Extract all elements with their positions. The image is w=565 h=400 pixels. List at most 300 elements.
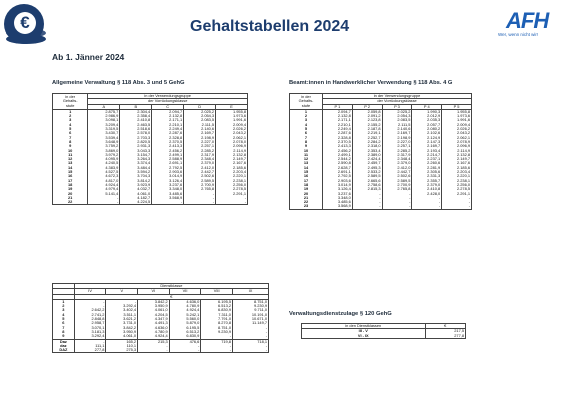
table-cell: 2.410,8	[412, 187, 442, 191]
footer-label: Daz	[53, 339, 75, 344]
table-cell: 3.759,2	[88, 144, 120, 148]
table-cell: 3.979,2	[88, 153, 120, 157]
table-cell: 2.358,4	[120, 114, 152, 118]
row-stufe: 19	[53, 187, 88, 191]
table-cell: 2.291,1	[442, 192, 472, 196]
table-cell: -	[382, 204, 412, 209]
table-cell: 3.539,4	[88, 136, 120, 140]
table-cell: 2.140,6	[184, 127, 216, 131]
table-cell: 2.413,3	[323, 144, 353, 148]
afh-logo	[498, 6, 558, 42]
header-stufe	[290, 94, 323, 110]
table-cell: 2.495,3	[352, 166, 382, 170]
table-cell: 2.412,0	[184, 166, 216, 170]
table-cell: 3.485,6	[323, 200, 353, 204]
table-cell: 2.203,4	[442, 170, 472, 174]
row-stufe: 21	[53, 196, 88, 200]
table-cell: 3.014,9	[152, 174, 184, 178]
table-cell: 2.096,9	[216, 144, 248, 148]
table-cell: 3.842,2	[106, 326, 138, 330]
allowance-table	[301, 323, 466, 339]
table-cell: 2.741,2	[74, 313, 106, 317]
footer-label: daz	[53, 344, 75, 348]
table-cell: 2.502,6	[382, 174, 412, 178]
table-cell: 2.691,1	[323, 170, 353, 174]
table-cell: 165,2	[106, 339, 138, 344]
table-cell: 4.780,9	[138, 330, 170, 334]
table-cell: -	[74, 339, 106, 344]
table-cell: 2.285,2	[184, 149, 216, 153]
table-cell: 2.220,1	[216, 174, 248, 178]
row-stufe: 8	[53, 140, 88, 144]
table-cell: 2.187,8	[352, 127, 382, 131]
row-stufe: 9	[53, 334, 75, 339]
table-cell: 3.043,3	[120, 149, 152, 153]
column-header: E	[216, 104, 248, 109]
table-cell: 111,1	[74, 344, 106, 348]
table-cell: 2.114,9	[442, 149, 472, 153]
row-stufe: 2	[290, 114, 323, 118]
table-cell: 2.665,6	[352, 179, 382, 183]
header-class: der Vorrückungsklasse	[323, 99, 472, 104]
table-cell: 2.700,9	[382, 183, 412, 187]
table-cell: -	[412, 200, 442, 204]
table-cell: 2.820,5	[120, 140, 152, 144]
row-stufe: 22	[290, 200, 323, 204]
table-cell: 2.237,1	[412, 157, 442, 161]
euro-icon: €	[14, 12, 36, 34]
row-stufe: 5	[53, 317, 75, 321]
row-stufe: 17	[290, 179, 323, 183]
table-cell: 3.126,4	[152, 179, 184, 183]
table-cell: 6.830,9	[201, 308, 233, 312]
table-cell: 3.348,0	[323, 196, 353, 200]
table-cell: 3.814,2	[120, 179, 152, 183]
table-cell: 2.210,1	[152, 123, 184, 127]
header-stufe-line: Gehalts-	[298, 98, 314, 104]
table-cell: 2.169,7	[184, 131, 216, 135]
salary-table-service-class	[52, 283, 269, 353]
table-cell: 2.026,2	[216, 127, 248, 131]
table-cell: 3.154,7	[120, 153, 152, 157]
t4-title: Verwaltungsdienstzulage § 120 GehG	[289, 311, 392, 317]
row-stufe: 8	[53, 330, 75, 334]
table-cell: 2.287,6	[323, 131, 353, 135]
table-cell: 2.025,2	[184, 109, 216, 114]
table-cell: -	[442, 200, 472, 204]
row-stufe: 20	[53, 192, 88, 196]
table-cell: 2.132,8	[152, 114, 184, 118]
table-cell: -	[169, 348, 201, 353]
row-stufe: 1	[53, 299, 75, 304]
row-stufe: 14	[290, 166, 323, 170]
afh-logo-text: AFH	[506, 8, 549, 33]
table-cell: 2.080,2	[412, 127, 442, 131]
table-cell: 2.328,8	[323, 136, 353, 140]
table-cell: 2.628,7	[323, 166, 353, 170]
column-header: P 3	[382, 104, 412, 109]
column-header: V	[106, 289, 138, 294]
table-cell: 2.370,5	[152, 140, 184, 144]
column-header: VIII	[201, 289, 233, 294]
table-cell: 5.560,0	[169, 317, 201, 321]
table-cell: 3.731,0	[106, 321, 138, 325]
table-cell: 2.171,1	[323, 118, 353, 122]
table-cell: 2.903,6	[323, 179, 353, 183]
row-stufe: 13	[290, 161, 323, 165]
table-cell: 2.413,3	[152, 144, 184, 148]
table-cell: 3.098,1	[88, 118, 120, 122]
table-cell: -	[138, 348, 170, 353]
table-cell: 2.009,4	[216, 123, 248, 127]
table-cell: -	[382, 192, 412, 196]
row-stufe: 12	[290, 157, 323, 161]
table-cell: 2.317,9	[382, 153, 412, 157]
table-cell: 2.318,0	[352, 144, 382, 148]
header-currency: €	[425, 324, 465, 329]
table-cell: 3.292,4	[106, 304, 138, 308]
table-cell: 2.590,8	[323, 161, 353, 165]
table-cell: -	[74, 304, 106, 308]
column-header: P 2	[352, 104, 382, 109]
table-cell: 2.096,9	[442, 144, 472, 148]
table-cell: 4.061,0	[106, 334, 138, 339]
table-cell: 2.903,6	[152, 170, 184, 174]
table-cell: 215,3	[138, 339, 170, 344]
footer-label: DAZ	[53, 348, 75, 353]
header-class: der Vorrückungsklasse	[88, 99, 248, 104]
table-cell: 275,3	[106, 348, 138, 353]
table-cell: 2.149,7	[442, 157, 472, 161]
table-cell: 2.111,5	[184, 123, 216, 127]
header-group: in der Verwendungsgruppe	[323, 94, 472, 99]
table-cell: -	[232, 344, 268, 348]
table-cell: 2.317,9	[184, 153, 216, 157]
row-stufe: 18	[290, 183, 323, 187]
table-cell: -	[152, 200, 184, 205]
table-cell: 2.442,7	[382, 170, 412, 174]
table-cell: -	[88, 200, 120, 205]
table-cell: -	[352, 196, 382, 200]
table-cell: 2.281,9	[412, 166, 442, 170]
column-header: VI	[138, 289, 170, 294]
row-stufe: 2	[53, 114, 88, 118]
table-cell: 2.305,6	[412, 170, 442, 174]
table-cell: 2.588,9	[152, 157, 184, 161]
table-cell: 3.621,2	[106, 317, 138, 321]
header-stufe-line: Gehalts-	[62, 98, 78, 104]
table-cell: 2.062,1	[216, 136, 248, 140]
table-cell: 2.304,4	[120, 109, 152, 114]
table-row	[53, 200, 248, 205]
row-stufe: 6	[53, 321, 75, 325]
row-stufe: 20	[290, 192, 323, 196]
row-stufe: 21	[290, 196, 323, 200]
table-cell: 3.070,1	[74, 326, 106, 330]
table-cell: 2.278,5	[442, 187, 472, 191]
header-class: Dienstklasse	[74, 284, 268, 289]
table-cell: 2.214,7	[412, 153, 442, 157]
table-cell: 2.544,2	[323, 157, 353, 161]
table-cell: 476,6	[169, 339, 201, 344]
table-cell: 2.114,9	[216, 149, 248, 153]
table-cell: 2.227,0	[382, 140, 412, 144]
table-cell: 3.594,2	[120, 170, 152, 174]
table-cell: 2.257,1	[382, 144, 412, 148]
table-cell: 2.589,5	[184, 179, 216, 183]
row-stufe: 3	[290, 118, 323, 122]
row-stufe: 10	[53, 149, 88, 153]
table-cell: 2.132,8	[216, 153, 248, 157]
table-cell: 3.292,4	[74, 334, 106, 339]
table-cell: 2.238,1	[216, 179, 248, 183]
table-cell: 277,8	[74, 348, 106, 353]
table-cell: 2.227,0	[184, 140, 216, 144]
table-cell: -	[201, 344, 233, 348]
table-cell: 2.379,0	[412, 183, 442, 187]
table-cell: 2.848,8	[74, 317, 106, 321]
table-cell: 2.355,7	[412, 179, 442, 183]
table-cell: 3.568,9	[323, 204, 353, 209]
table-cell: -	[201, 334, 233, 339]
table-cell: 3.511,1	[106, 313, 138, 317]
page-subtitle: Ab 1. Jänner 2024	[52, 52, 125, 62]
row-stufe: 6	[290, 131, 323, 135]
afh-tagline: Wer, wenn nicht wir!	[498, 32, 539, 37]
table-cell: -	[442, 196, 472, 200]
table-cell: 2.054,3	[184, 114, 216, 118]
table-cell: 2.284,2	[352, 140, 382, 144]
table-cell: -	[352, 192, 382, 196]
table-cell: 2.328,8	[152, 136, 184, 140]
row-stufe: 15	[53, 170, 88, 174]
row-stufe: 7	[290, 136, 323, 140]
table-cell: 3.181,3	[74, 330, 106, 334]
table-cell: 3.237,6	[152, 183, 184, 187]
column-header: A	[88, 104, 120, 109]
table-cell: 2.875,7	[88, 109, 120, 114]
row-stufe: 11	[290, 153, 323, 157]
table-cell: 2.533,2	[352, 170, 382, 174]
table-cell: 2.428,0	[412, 192, 442, 196]
table-cell: 2.287,6	[152, 131, 184, 135]
table-cell: 2.203,4	[216, 170, 248, 174]
row-stufe: 3	[53, 118, 88, 122]
table-cell: 2.260,6	[412, 161, 442, 165]
row-stufe: 5	[53, 127, 88, 131]
table-cell: 4.924,4	[138, 334, 170, 339]
column-header: B	[120, 104, 152, 109]
table-cell: 2.062,1	[442, 136, 472, 140]
table-cell: 3.430,7	[88, 131, 120, 135]
table-cell: 2.102,6	[412, 131, 442, 135]
table-cell: 2.424,4	[352, 157, 382, 161]
row-stufe: 9	[290, 144, 323, 148]
table-cell: 2.057,7	[412, 123, 442, 127]
table-cell: -	[201, 348, 233, 353]
table-cell: 2.379,0	[184, 161, 216, 165]
header-group: in der Verwendungsgruppe	[88, 94, 248, 99]
row-stufe: 2	[53, 304, 75, 308]
table-cell: 3.950,9	[138, 304, 170, 308]
table-cell: 2.691,1	[152, 161, 184, 165]
euro-coins-logo	[4, 4, 50, 48]
table-cell: 4.636,0	[138, 326, 170, 330]
row-stufe: 4	[290, 123, 323, 127]
row-stufe: 14	[53, 166, 88, 170]
table-cell: -	[169, 344, 201, 348]
header-stufe	[53, 94, 88, 110]
column-header: VII	[169, 289, 201, 294]
table-cell: 11.149,7	[232, 321, 268, 325]
table-cell: 2.219,1	[352, 131, 382, 135]
table-cell: 3.704,3	[120, 174, 152, 178]
table-cell: -	[352, 200, 382, 204]
table-cell: -	[232, 326, 268, 330]
table-cell: 2.700,9	[184, 183, 216, 187]
table-cell: -	[74, 299, 106, 304]
table-cell: 7.791,0	[201, 317, 233, 321]
table-cell: 4.383,9	[88, 166, 120, 170]
table-cell: 2.389,0	[352, 153, 382, 157]
t1-title: Allgemeine Verwaltung § 118 Abs. 3 und 5 GehG	[52, 80, 185, 86]
row-stufe: 7	[53, 136, 88, 140]
table-cell: -	[106, 299, 138, 304]
table-cell: 2.083,5	[184, 118, 216, 122]
table-cell: 2.285,2	[382, 149, 412, 153]
table-cell: -	[88, 196, 120, 200]
table-cell: 3.348,0	[152, 187, 184, 191]
footer-row	[53, 348, 269, 353]
column-header: P 5	[442, 104, 472, 109]
table-cell: 719,8	[201, 339, 233, 344]
table-cell: 2.123,8	[352, 118, 382, 122]
table-cell: -	[184, 200, 216, 205]
table-cell: 10.671,0	[232, 317, 268, 321]
table-cell: 277,8	[425, 334, 465, 339]
row-stufe: 16	[53, 174, 88, 178]
class-range: III - V	[302, 329, 426, 334]
table-cell: 2.078,0	[216, 140, 248, 144]
table-cell: 2.149,7	[216, 157, 248, 161]
row-stufe: 4	[53, 313, 75, 317]
table-cell: 2.370,5	[323, 140, 353, 144]
row-stufe: 19	[290, 187, 323, 191]
header-stufe-line: stufe	[65, 102, 75, 108]
table-cell: -	[138, 344, 170, 348]
table-cell: 2.185,6	[442, 166, 472, 170]
table-cell: 6.513,2	[169, 330, 201, 334]
table-cell: 2.147,3	[412, 140, 442, 144]
table-cell: 1.955,8	[216, 109, 248, 114]
table-cell: 3.568,9	[152, 196, 184, 200]
table-cell: 2.518,6	[120, 127, 152, 131]
table-cell: 2.703,3	[120, 136, 152, 140]
table-cell: 2.249,4	[323, 127, 353, 131]
table-cell: 2.348,4	[184, 157, 216, 161]
table-cell: 4.527,5	[88, 170, 120, 174]
table-cell: 2.353,4	[352, 149, 382, 153]
table-cell: 2.442,7	[184, 170, 216, 174]
table-cell: 3.237,6	[323, 192, 353, 196]
row-stufe: 3	[53, 308, 75, 312]
table-cell: 4.347,9	[138, 317, 170, 321]
table-cell: 2.083,5	[382, 118, 412, 122]
table-cell: 4.817,0	[88, 179, 120, 183]
table-cell: 5.879,0	[169, 321, 201, 325]
table-cell: 4.672,3	[88, 174, 120, 178]
table-cell: 4.780,9	[169, 304, 201, 308]
table-cell: -	[184, 196, 216, 200]
table-cell: 3.209,4	[88, 123, 120, 127]
row-stufe: 5	[290, 127, 323, 131]
table-cell: 2.078,9	[442, 140, 472, 144]
table-cell: 8.751,0	[201, 326, 233, 330]
table-cell: -	[232, 334, 268, 339]
table-cell: -	[382, 200, 412, 204]
table-cell: 2.278,5	[216, 187, 248, 191]
row-stufe: 6	[53, 131, 88, 135]
table-cell: 4.979,4	[88, 187, 120, 191]
table-cell: 2.642,2	[74, 308, 106, 312]
row-stufe: 17	[53, 179, 88, 183]
row-stufe: 1	[290, 109, 323, 114]
salary-table-manual	[289, 93, 472, 210]
header-stufe-line: stufe	[301, 102, 311, 108]
table-cell: 2.463,5	[120, 123, 152, 127]
table-cell: -	[412, 204, 442, 209]
salary-table-general	[52, 93, 248, 205]
table-cell: 3.264,3	[120, 157, 152, 161]
table-cell: 2.169,7	[412, 144, 442, 148]
table-cell: -	[232, 330, 268, 334]
table-cell: 2.124,9	[412, 136, 442, 140]
row-stufe: 22	[53, 200, 88, 205]
table-cell: 3.484,4	[120, 166, 152, 170]
table-cell: 2.035,3	[412, 118, 442, 122]
table-cell: -	[184, 192, 216, 196]
table-cell: 6.195,5	[169, 326, 201, 330]
table-cell: 2.059,8	[352, 109, 382, 114]
table-cell: 8.270,8	[201, 321, 233, 325]
table-cell: 2.379,0	[382, 161, 412, 165]
table-cell: 2.169,7	[382, 131, 412, 135]
table-cell: -	[442, 204, 472, 209]
row-stufe: 11	[53, 153, 88, 157]
table-cell: 2.111,5	[382, 123, 412, 127]
table-cell: 2.412,0	[382, 166, 412, 170]
table-cell: 4.240,5	[88, 161, 120, 165]
table-cell: 10.191,0	[232, 313, 268, 317]
table-cell: 2.348,4	[382, 157, 412, 161]
row-stufe: 8	[290, 140, 323, 144]
table-cell: 110,1	[106, 344, 138, 348]
table-cell: 2.257,1	[184, 144, 216, 148]
table-cell: 2.499,1	[323, 153, 353, 157]
table-cell: 7.311,0	[201, 313, 233, 317]
column-header: IV	[74, 289, 106, 294]
table-cell: 3.648,9	[88, 140, 120, 144]
table-cell: 2.009,4	[442, 123, 472, 127]
table-cell: -	[216, 196, 248, 200]
table-row	[290, 204, 472, 209]
row-stufe: 16	[290, 174, 323, 178]
table-cell: 2.043,2	[216, 131, 248, 135]
table-cell: 4.032,7	[120, 187, 152, 191]
table-cell: 2.291,1	[216, 192, 248, 196]
table-cell: 2.171,1	[152, 118, 184, 122]
table-cell: 2.167,6	[442, 161, 472, 165]
